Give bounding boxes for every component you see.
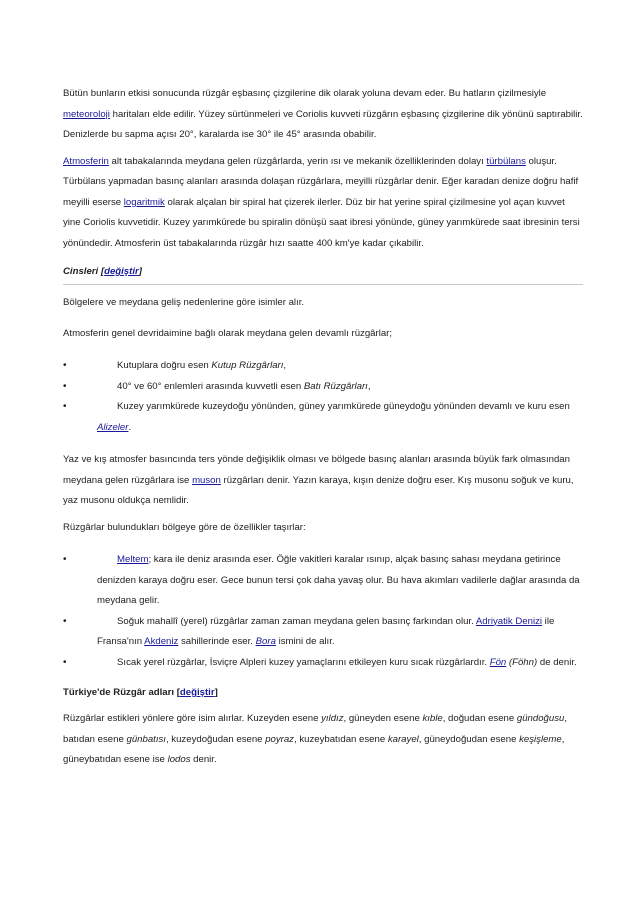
link-meltem[interactable]: Meltem: [117, 554, 149, 565]
link-adriyatik-denizi[interactable]: Adriyatik Denizi: [475, 615, 543, 627]
text-run: Kuzey yarımkürede kuzeydoğu yönünden, güney yarımkürede güneydoğu yönünden devamlı ve kuru esen: [117, 401, 570, 412]
bracket-close: ]: [138, 266, 142, 277]
text-run: Bütün bunların etkisi sonucunda rüzgâr eşbasınç çizgilerine dik olarak yoluna devam eder. Bu hatların çizilmesiyle: [63, 88, 547, 99]
permanent-winds-list: [63, 356, 583, 438]
text-run: , kuzeybatıdan esene: [293, 733, 388, 745]
bracket-open: [: [100, 266, 105, 277]
edit-link-cinsleri[interactable]: değiştir: [104, 266, 139, 277]
section-heading-cinsleri: [63, 262, 583, 285]
list-item: [63, 356, 583, 377]
text-run: , güneyden esene: [343, 713, 423, 724]
text-run: oluşur. Türbülans yapmadan basınç alanları arasında dolaşan rüzgârlara, meyilli rüzgârlar denir. Eğer karadan denize doğru hafif meyilli eserse: [63, 155, 579, 208]
text-run: haritaları elde edilir. Yüzey sürtünmeleri ve Coriolis kuvveti rüzgârın eşbasınç çizgilerine dik yönünü saptırabilir. Denizlerde bu sapma açısı 20°, karalarda ise 30° ile 45° arasında obabilir.: [63, 108, 583, 140]
list-item: [63, 377, 583, 398]
wind-name: karayel: [387, 733, 419, 745]
paragraph-monsoon: [63, 450, 583, 512]
link-atmosferin[interactable]: Atmosferin: [63, 155, 109, 167]
text-run: de denir.: [537, 656, 577, 668]
text-run: denir.: [190, 754, 217, 765]
heading-title: Türkiye'de Rüzgâr adları: [63, 687, 175, 698]
link-turbulans[interactable]: türbülans: [486, 155, 526, 167]
text-run: Rüzgârlar estikleri yönlere göre isim alırlar. Kuzeyden esene: [63, 713, 322, 724]
link-alizeler[interactable]: Alizeler: [97, 421, 129, 433]
bracket-close: ]: [214, 687, 218, 698]
text-run: , güneydoğudan esene: [418, 733, 520, 745]
bullet-icon: •: [63, 401, 67, 412]
heading-divider: [63, 284, 583, 285]
link-akdeniz[interactable]: Akdeniz: [144, 636, 179, 647]
wind-name: yıldız: [321, 713, 344, 724]
heading-text: [63, 262, 583, 282]
heading-title: Cinsleri: [63, 266, 99, 277]
paragraph-turbulence: [63, 152, 583, 255]
article-body: [63, 84, 583, 771]
text-run: olarak alçalan bir spiral hat çizerek ilerler. Düz bir hat yerine spiral çizilmesine yol açan kuvvet yine Coriolis kuvvetidir. Kuzey yarımkürede bu spiralin dönüşü saat ibresi yönünde, güney yarımkürede saat ibresinin tersi yönündedir. Atmosferin üst tabakalarında rüzgâr hızı saatte 400 km'ye kadar çıkabilir.: [63, 196, 580, 249]
wind-name: gündoğusu: [516, 713, 565, 724]
italic-term: Kutup Rüzgârları: [211, 360, 284, 371]
text-run: Kutuplara doğru esen: [117, 360, 212, 371]
text-run: ismini de alır.: [275, 636, 335, 647]
text-run: rüzgârları denir. Yazın karaya, kışın denize doğru eser. Kış musonu soğuk ve kuru, yaz musonu oldukça nemlidir.: [63, 474, 574, 506]
text-run: ; kara ile deniz arasında eser. Öğle vakitleri karalar ısınıp, alçak basınç sahası meydana getirince denizden karaya doğru eser. Gece bunun tersi çok daha yavaş olur. Bu hava akımları vadilerle dağlar arasında da meydana gelir.: [97, 554, 580, 606]
italic-term: Batı Rüzgârları: [303, 380, 368, 392]
text-run: alt tabakalarında meydana gelen rüzgârlarda, yerin ısı ve mekanik özelliklerinden dolayı: [108, 155, 487, 167]
text-run: , güneybatıdan esene ise: [63, 733, 565, 765]
text-run: .: [128, 421, 132, 433]
paragraph-general-circulation: Atmosferin genel devridaimine bağlı olarak meydana gelen devamlı rüzgârlar;: [63, 327, 393, 339]
text-run: , kuzeydoğudan esene: [165, 733, 266, 745]
list-item: [63, 653, 583, 674]
text-run: Sıcak yerel rüzgârlar, İsviçre Alpleri kuzey yamaçlarını etkileyen kuru sıcak rüzgârlardır.: [117, 656, 490, 668]
regional-winds-list: [63, 550, 583, 673]
wind-name: kıble: [422, 713, 443, 724]
bracket-open: [: [174, 687, 180, 698]
text-run: Soğuk mahallî (yerel) rüzgârlar zaman zaman meydana gelen basınç farkından olur.: [117, 615, 476, 627]
link-bora[interactable]: Bora: [255, 636, 276, 647]
paragraph-regional: Rüzgârlar bulundukları bölgeye göre de özellikler taşırlar:: [63, 521, 306, 533]
list-item: [63, 397, 583, 438]
text-run: 40° ve 60° enlemleri arasında kuvvetli esen: [117, 380, 304, 392]
bullet-icon: •: [63, 615, 67, 627]
paragraph-turkish-wind-names: [63, 709, 583, 771]
list-item: [63, 550, 583, 612]
text-run: , doğudan esene: [442, 713, 517, 724]
edit-link-turkiye[interactable]: değiştir: [179, 687, 215, 698]
paragraph-coriolis: [63, 84, 583, 146]
text-run: ile Fransa'nın: [97, 615, 555, 647]
text-run: Yaz ve kış atmosfer basıncında ters yönde değişiklik olması ve bölgede basınç alanları arasında büyük fark olmasından meydana gelen rüzgârlara ise: [63, 454, 570, 486]
link-fon[interactable]: Fön: [489, 656, 507, 668]
text-run: ,: [283, 360, 287, 371]
link-logaritmik[interactable]: logaritmik: [123, 196, 165, 208]
section-heading-turkiye: [63, 683, 583, 703]
link-meteoroloji[interactable]: meteoroloji: [63, 108, 110, 120]
wind-name: lodos: [167, 754, 191, 765]
link-muson[interactable]: muson: [192, 474, 221, 486]
bullet-icon: •: [63, 360, 67, 371]
italic-term: (Föhn): [506, 656, 538, 668]
bullet-icon: •: [63, 554, 67, 565]
wind-name: keşişleme: [519, 733, 562, 745]
list-item: [63, 612, 583, 653]
wind-name: poyraz: [265, 733, 294, 745]
text-run: sahillerinde eser.: [178, 636, 256, 647]
bullet-icon: •: [63, 656, 67, 668]
text-run: ,: [367, 380, 371, 392]
bullet-icon: •: [63, 380, 67, 392]
paragraph-names: Bölgelere ve meydana geliş nedenlerine göre isimler alır.: [63, 297, 305, 308]
wind-name: günbatısı: [126, 733, 166, 745]
text-run: , batıdan esene: [63, 713, 568, 745]
